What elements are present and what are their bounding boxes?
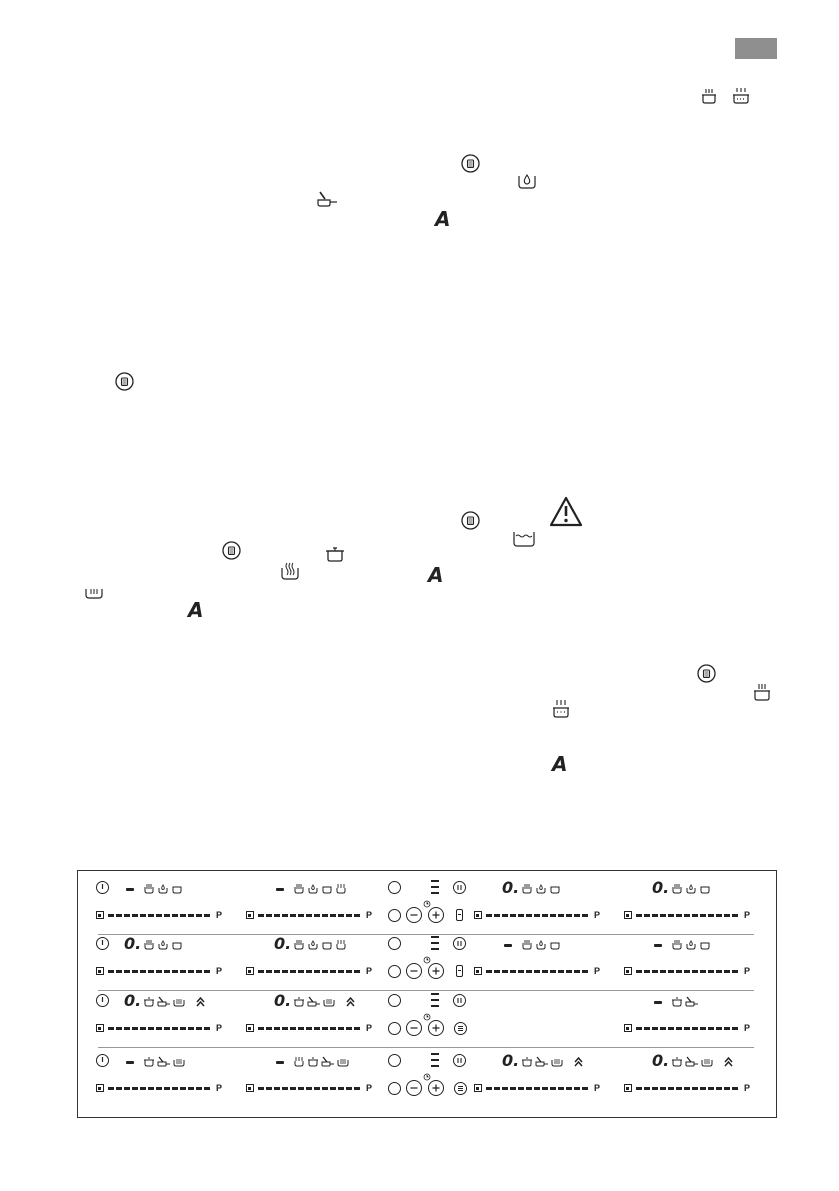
zone-power-dash bbox=[276, 888, 284, 891]
zone-select-button[interactable] bbox=[388, 1022, 401, 1035]
row-divider bbox=[98, 934, 754, 935]
power-boost-label[interactable]: P bbox=[216, 1083, 223, 1093]
warm-icon[interactable] bbox=[685, 883, 697, 894]
zone-power-display: 0. bbox=[652, 1051, 670, 1070]
display-a-indicator: A bbox=[428, 563, 444, 587]
warm-icon[interactable] bbox=[535, 939, 547, 950]
power-boost-label[interactable]: P bbox=[216, 910, 223, 920]
zone-power-display: 0. bbox=[652, 878, 670, 897]
power-boost-label[interactable]: P bbox=[744, 1023, 751, 1033]
power-on-off-button[interactable] bbox=[96, 881, 109, 894]
zone-indicator-icon[interactable] bbox=[624, 967, 632, 975]
row-divider bbox=[98, 1047, 754, 1048]
power-boost-label[interactable]: P bbox=[366, 966, 373, 976]
clock-icon bbox=[423, 956, 431, 964]
power-boost-label[interactable]: P bbox=[366, 1023, 373, 1033]
warning-triangle-icon bbox=[549, 496, 583, 527]
lock-key-button[interactable] bbox=[388, 1054, 401, 1067]
plus-button[interactable] bbox=[428, 963, 444, 979]
pot-icon[interactable] bbox=[143, 996, 155, 1007]
minus-button[interactable] bbox=[406, 907, 422, 923]
simmer-icon[interactable] bbox=[549, 883, 561, 894]
pan-icon[interactable] bbox=[307, 996, 321, 1007]
zone-indicator-icon[interactable] bbox=[96, 1024, 104, 1032]
pause-button[interactable] bbox=[453, 1054, 466, 1067]
power-slider[interactable] bbox=[486, 914, 590, 917]
pan-icon[interactable] bbox=[157, 1056, 171, 1067]
warm-icon[interactable] bbox=[535, 883, 547, 894]
stew-icon[interactable] bbox=[335, 883, 347, 894]
control-panel-illustration bbox=[77, 870, 777, 1118]
pause-button[interactable] bbox=[453, 881, 466, 894]
menu-button[interactable] bbox=[454, 1082, 467, 1095]
lock-key-icon bbox=[697, 664, 716, 683]
power-on-off-button[interactable] bbox=[96, 994, 109, 1007]
boil-pot-icon bbox=[731, 87, 751, 104]
lock-key-icon bbox=[222, 541, 241, 560]
zone-indicator-icon[interactable] bbox=[474, 911, 482, 919]
power-slider[interactable] bbox=[108, 1087, 212, 1090]
power-slider[interactable] bbox=[636, 1027, 740, 1030]
pot-icon[interactable] bbox=[521, 1056, 533, 1067]
melt-icon[interactable] bbox=[143, 883, 155, 894]
zone-indicator-icon[interactable] bbox=[246, 911, 254, 919]
zone-power-display: 0. bbox=[502, 878, 520, 897]
keep-warm-icon[interactable] bbox=[323, 996, 335, 1007]
minus-button[interactable] bbox=[406, 963, 422, 979]
zone-indicator-icon[interactable] bbox=[246, 1024, 254, 1032]
lock-key-icon bbox=[115, 372, 134, 391]
clock-icon bbox=[423, 900, 431, 908]
zone-power-dash bbox=[126, 888, 134, 891]
zone-indicator-icon[interactable] bbox=[624, 1084, 632, 1092]
display-a-indicator: A bbox=[552, 752, 568, 776]
clock-icon bbox=[423, 1013, 431, 1021]
zone-indicator-icon[interactable] bbox=[96, 911, 104, 919]
zone-indicator-icon[interactable] bbox=[96, 1084, 104, 1092]
power-boost-label[interactable]: P bbox=[594, 1083, 601, 1093]
zone-power-dash bbox=[504, 944, 512, 947]
pan-spatula-icon bbox=[316, 191, 338, 207]
power-slider[interactable] bbox=[108, 970, 212, 973]
power-slider[interactable] bbox=[636, 1087, 740, 1090]
power-on-off-button[interactable] bbox=[96, 1054, 109, 1067]
zone-power-display: 0. bbox=[274, 934, 292, 953]
simmer-icon[interactable] bbox=[549, 939, 561, 950]
power-on-off-button[interactable] bbox=[96, 937, 109, 950]
power-boost-label[interactable]: P bbox=[744, 966, 751, 976]
zone-indicator-icon[interactable] bbox=[96, 967, 104, 975]
pan-icon[interactable] bbox=[685, 1056, 699, 1067]
lock-key-button[interactable] bbox=[388, 937, 401, 950]
timer-display-icon bbox=[430, 879, 440, 897]
boost-chevron-icon[interactable] bbox=[724, 1056, 733, 1067]
row-divider bbox=[98, 990, 754, 991]
keep-warm-icon[interactable] bbox=[173, 996, 185, 1007]
power-boost-label[interactable]: P bbox=[216, 966, 223, 976]
zone-select-button[interactable] bbox=[388, 1082, 401, 1095]
keep-warm-icon[interactable] bbox=[337, 1056, 349, 1067]
warm-icon[interactable] bbox=[157, 883, 169, 894]
simmer-icon[interactable] bbox=[699, 883, 711, 894]
melt-icon[interactable] bbox=[293, 883, 305, 894]
simmer-icon[interactable] bbox=[699, 939, 711, 950]
power-slider[interactable] bbox=[258, 1087, 362, 1090]
zone-indicator-icon[interactable] bbox=[624, 1024, 632, 1032]
pot-icon[interactable] bbox=[671, 996, 683, 1007]
bridge-zone-button[interactable] bbox=[456, 965, 463, 977]
stew-icon[interactable] bbox=[335, 939, 347, 950]
power-boost-label[interactable]: P bbox=[594, 910, 601, 920]
pan-icon[interactable] bbox=[321, 1056, 335, 1067]
simmer-icon[interactable] bbox=[171, 883, 183, 894]
zone-indicator-icon[interactable] bbox=[246, 1084, 254, 1092]
minus-button[interactable] bbox=[406, 1080, 422, 1096]
zone-power-display: 0. bbox=[124, 934, 142, 953]
steam-icon bbox=[280, 562, 300, 580]
pot-icon[interactable] bbox=[143, 1056, 155, 1067]
zone-power-dash bbox=[654, 944, 662, 947]
power-slider[interactable] bbox=[258, 914, 362, 917]
timer-display-icon bbox=[430, 1052, 440, 1070]
power-boost-label[interactable]: P bbox=[366, 1083, 373, 1093]
power-boost-label[interactable]: P bbox=[366, 910, 373, 920]
power-slider[interactable] bbox=[636, 914, 740, 917]
boost-chevron-icon[interactable] bbox=[346, 996, 355, 1007]
section-tab bbox=[735, 38, 777, 59]
zone-power-display: 0. bbox=[124, 991, 142, 1010]
timer-display-icon bbox=[430, 992, 440, 1010]
zone-power-dash bbox=[126, 1061, 134, 1064]
zone-indicator-icon[interactable] bbox=[246, 967, 254, 975]
power-slider[interactable] bbox=[486, 970, 590, 973]
boost-chevron-icon[interactable] bbox=[196, 996, 205, 1007]
minus-button[interactable] bbox=[406, 1020, 422, 1036]
melt-icon[interactable] bbox=[521, 883, 533, 894]
stew-icon[interactable] bbox=[293, 1056, 305, 1067]
zone-select-button[interactable] bbox=[388, 965, 401, 978]
boost-chevron-icon[interactable] bbox=[574, 1056, 583, 1067]
power-slider[interactable] bbox=[258, 970, 362, 973]
lock-key-icon bbox=[461, 511, 480, 530]
power-boost-label[interactable]: P bbox=[594, 966, 601, 976]
bridge-zone-button[interactable] bbox=[456, 909, 463, 921]
warm-icon[interactable] bbox=[685, 939, 697, 950]
zone-power-display: 0. bbox=[274, 991, 292, 1010]
power-slider[interactable] bbox=[636, 970, 740, 973]
keep-warm-icon[interactable] bbox=[701, 1056, 713, 1067]
display-a-indicator: A bbox=[435, 207, 451, 231]
menu-button[interactable] bbox=[454, 1022, 467, 1035]
plus-button[interactable] bbox=[428, 1080, 444, 1096]
pot-icon bbox=[325, 545, 345, 562]
lock-key-icon bbox=[461, 154, 480, 173]
simmer-icon[interactable] bbox=[171, 939, 183, 950]
warm-icon[interactable] bbox=[307, 883, 319, 894]
simmer-pot-icon bbox=[700, 88, 718, 104]
power-slider[interactable] bbox=[108, 1027, 212, 1030]
keep-warm-icon[interactable] bbox=[551, 1056, 563, 1067]
plus-button[interactable] bbox=[428, 1020, 444, 1036]
lock-key-button[interactable] bbox=[388, 881, 401, 894]
plus-button[interactable] bbox=[428, 907, 444, 923]
water-drop-icon bbox=[517, 172, 537, 189]
warm-icon[interactable] bbox=[157, 939, 169, 950]
keep-warm-icon[interactable] bbox=[173, 1056, 185, 1067]
simmer-icon[interactable] bbox=[321, 883, 333, 894]
simmer-icon[interactable] bbox=[321, 939, 333, 950]
zone-select-button[interactable] bbox=[388, 909, 401, 922]
pause-button[interactable] bbox=[453, 994, 466, 1007]
lock-key-button[interactable] bbox=[388, 994, 401, 1007]
zone-power-dash bbox=[654, 1001, 662, 1004]
power-boost-label[interactable]: P bbox=[744, 910, 751, 920]
clock-icon bbox=[423, 1073, 431, 1081]
pan-icon[interactable] bbox=[157, 996, 171, 1007]
warm-icon[interactable] bbox=[307, 939, 319, 950]
melt-icon[interactable] bbox=[521, 939, 533, 950]
display-a-indicator: A bbox=[188, 598, 204, 622]
melt-icon[interactable] bbox=[293, 939, 305, 950]
melt-icon[interactable] bbox=[143, 939, 155, 950]
zone-indicator-icon[interactable] bbox=[474, 967, 482, 975]
zone-indicator-icon[interactable] bbox=[474, 1084, 482, 1092]
simmer-pot-icon bbox=[752, 683, 772, 701]
boil-pot-icon bbox=[551, 699, 571, 718]
power-slider[interactable] bbox=[108, 914, 212, 917]
keep-warm-icon bbox=[84, 586, 104, 599]
water-bath-icon bbox=[512, 530, 536, 547]
power-boost-label[interactable]: P bbox=[744, 1083, 751, 1093]
timer-display-icon bbox=[430, 935, 440, 953]
melt-icon[interactable] bbox=[671, 939, 683, 950]
zone-power-dash bbox=[276, 1061, 284, 1064]
pot-icon[interactable] bbox=[293, 996, 305, 1007]
pause-button[interactable] bbox=[453, 937, 466, 950]
pan-icon[interactable] bbox=[535, 1056, 549, 1067]
melt-icon[interactable] bbox=[671, 883, 683, 894]
zone-power-display: 0. bbox=[502, 1051, 520, 1070]
pan-icon[interactable] bbox=[685, 996, 699, 1007]
power-slider[interactable] bbox=[258, 1027, 362, 1030]
pot-icon[interactable] bbox=[307, 1056, 319, 1067]
pot-icon[interactable] bbox=[671, 1056, 683, 1067]
power-slider[interactable] bbox=[486, 1087, 590, 1090]
zone-indicator-icon[interactable] bbox=[624, 911, 632, 919]
power-boost-label[interactable]: P bbox=[216, 1023, 223, 1033]
